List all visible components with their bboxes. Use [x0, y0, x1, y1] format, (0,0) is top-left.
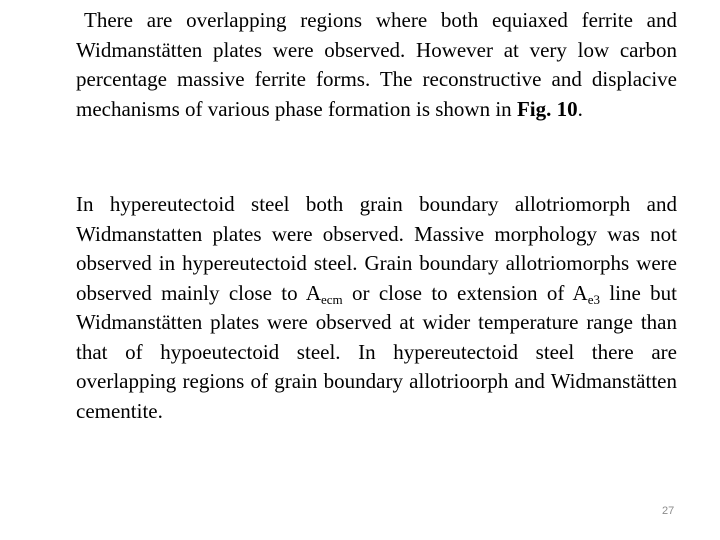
- paragraph-1-end: .: [577, 96, 583, 121]
- paragraph-ferrite-morphology: [76, 6, 677, 124]
- symbol-aecm: [306, 281, 343, 305]
- page-number: 27: [662, 505, 675, 517]
- figure-reference: Fig. 10: [516, 96, 578, 121]
- symbol-aecm-base: A: [305, 280, 322, 305]
- paragraph-2-text-3: line but Widmanstätten plates were observed at wider temperature range than that of hypoeutectoid steel. In hypereutectoid steel there are overlapping regions of grain boundary allotrioorph and Widmanstätten cementite.: [76, 280, 677, 423]
- paragraph-2-text-1: In hypereutectoid steel both grain boundary allotriomorph and Widmanstatten plates were observed. Massive morphology was not observed in hypereutectoid steel. Grain boundary allotriomorphs were observed mainly close to: [76, 192, 677, 305]
- symbol-ae3-subscript: e3: [587, 291, 600, 307]
- paragraph-2-text-2: or close to extension of: [342, 280, 573, 305]
- paragraph-hypereutectoid-steel: [76, 190, 677, 426]
- symbol-ae3-base: A: [572, 280, 588, 305]
- paragraph-1-text: There are overlapping regions where both equiaxed ferrite and Widmanstätten plates were observed. However at very low carbon percentage massive ferrite forms. The reconstructive and displacive mechanisms of various phase formation is shown in: [76, 8, 677, 121]
- symbol-ae3: [573, 281, 600, 305]
- symbol-aecm-subscript: ecm: [321, 291, 343, 307]
